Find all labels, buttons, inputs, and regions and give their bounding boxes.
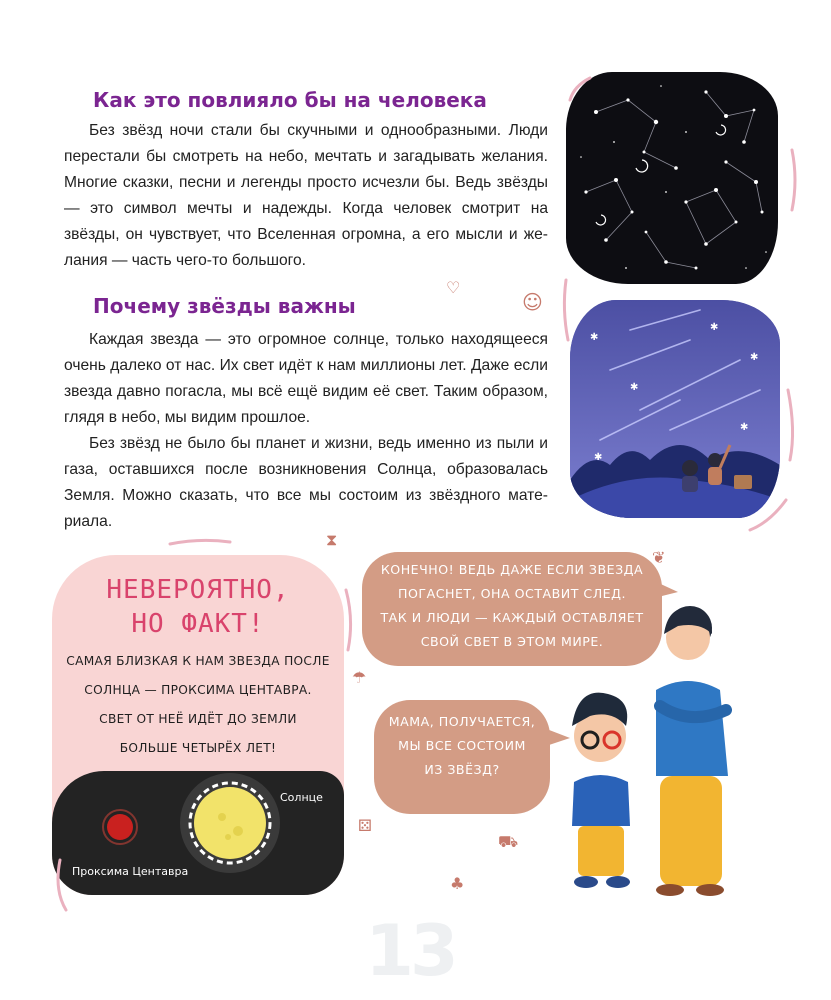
fact-title-line1: НЕВЕРОЯТНО, [106, 575, 290, 605]
dice-icon: ⚄ [358, 816, 372, 835]
mother-line: ПОГАСНЕТ, ОНА ОСТАВИТ СЛЕД. [398, 586, 626, 601]
text-block-2 [64, 327, 548, 535]
svg-text:✱: ✱ [710, 322, 719, 333]
text-block-1 [64, 118, 548, 274]
label-sun: Солнце [280, 791, 323, 804]
child-line: МАМА, ПОЛУЧАЕТСЯ, [388, 714, 536, 729]
paragraph-stars-1: Каждая звезда — это огромное солнце, только находящееся очень далеко от нас. Их свет идёт к нам миллионы лет. Даже если звезда давно погасла, мы всё ещё видим её свет. Таким образом, глядя в небо, мы видим прошлое. [64, 331, 548, 426]
label-proxima-centauri: Проксима Центавра [72, 865, 189, 878]
svg-text:✱: ✱ [750, 352, 759, 363]
fact-text-line: СОЛНЦА — ПРОКСИМА ЦЕНТАВРА. [84, 683, 312, 697]
svg-text:✱: ✱ [630, 382, 639, 393]
child-line: МЫ ВСЕ СОСТОИМ [398, 738, 526, 753]
fact-box-strokes [40, 530, 360, 930]
heart-icon: ♡ [446, 278, 461, 297]
hourglass-icon: ⧗ [326, 530, 338, 549]
fact-text-line: БОЛЬШЕ ЧЕТЫРЁХ ЛЕТ! [119, 741, 277, 755]
decorative-strokes [540, 60, 810, 560]
umbrella-icon: ☂ [352, 668, 367, 687]
svg-text:✱: ✱ [590, 332, 599, 343]
child-line: ИЗ ЗВЁЗД? [424, 762, 500, 777]
paragraph-human-impact: Без звёзд ночи стали бы скучными и однообразными. Люди перестали бы смотреть на небо, мечтать и загадывать желания. Многие сказки, песни и легенды просто исчезли бы. Ведь звёзды — это символ мечты и надежды. Когда человек смотрит на звёзды, он чувствует, что Вселенная огромна, а его мысли и желания — часть чего-то большого. [64, 122, 548, 269]
clover-icon: ♣ [450, 874, 465, 893]
mother-line: КОНЕЧНО! ВЕДЬ ДАЖЕ ЕСЛИ ЗВЕЗДА [380, 562, 644, 577]
fact-title-line2: НО ФАКТ! [131, 609, 265, 639]
leaf-icon: ❦ [652, 548, 666, 567]
heading-human-impact: Как это повлияло бы на человека [93, 88, 487, 112]
fact-text-line: СВЕТ ОТ НЕЁ ИДЁТ ДО ЗЕМЛИ [99, 712, 297, 726]
mother-line: СВОЙ СВЕТ В ЭТОМ МИРЕ. [420, 634, 604, 649]
smiley-icon: ☺ [522, 290, 543, 314]
page-number: 13 [365, 910, 455, 992]
mother-line: ТАК И ЛЮДИ — КАЖДЫЙ ОСТАВЛЯЕТ [380, 610, 644, 625]
svg-text:✱: ✱ [740, 422, 749, 433]
car-icon: ⛟ [498, 832, 519, 851]
heading-why-stars-important: Почему звёзды важны [93, 294, 356, 318]
fact-text-line: САМАЯ БЛИЗКАЯ К НАМ ЗВЕЗДА ПОСЛЕ [66, 654, 330, 668]
paragraph-stars-2: Без звёзд не было бы планет и жизни, ведь именно из пыли и газа, оставшихся после возникновения Солнца, образовалась Земля. Можно сказать, что все мы состоим из звёздного материала. [64, 435, 548, 530]
mother-and-child-illustration [560, 586, 810, 904]
svg-text:✱: ✱ [594, 452, 603, 463]
speech-bubble-child [374, 700, 550, 814]
